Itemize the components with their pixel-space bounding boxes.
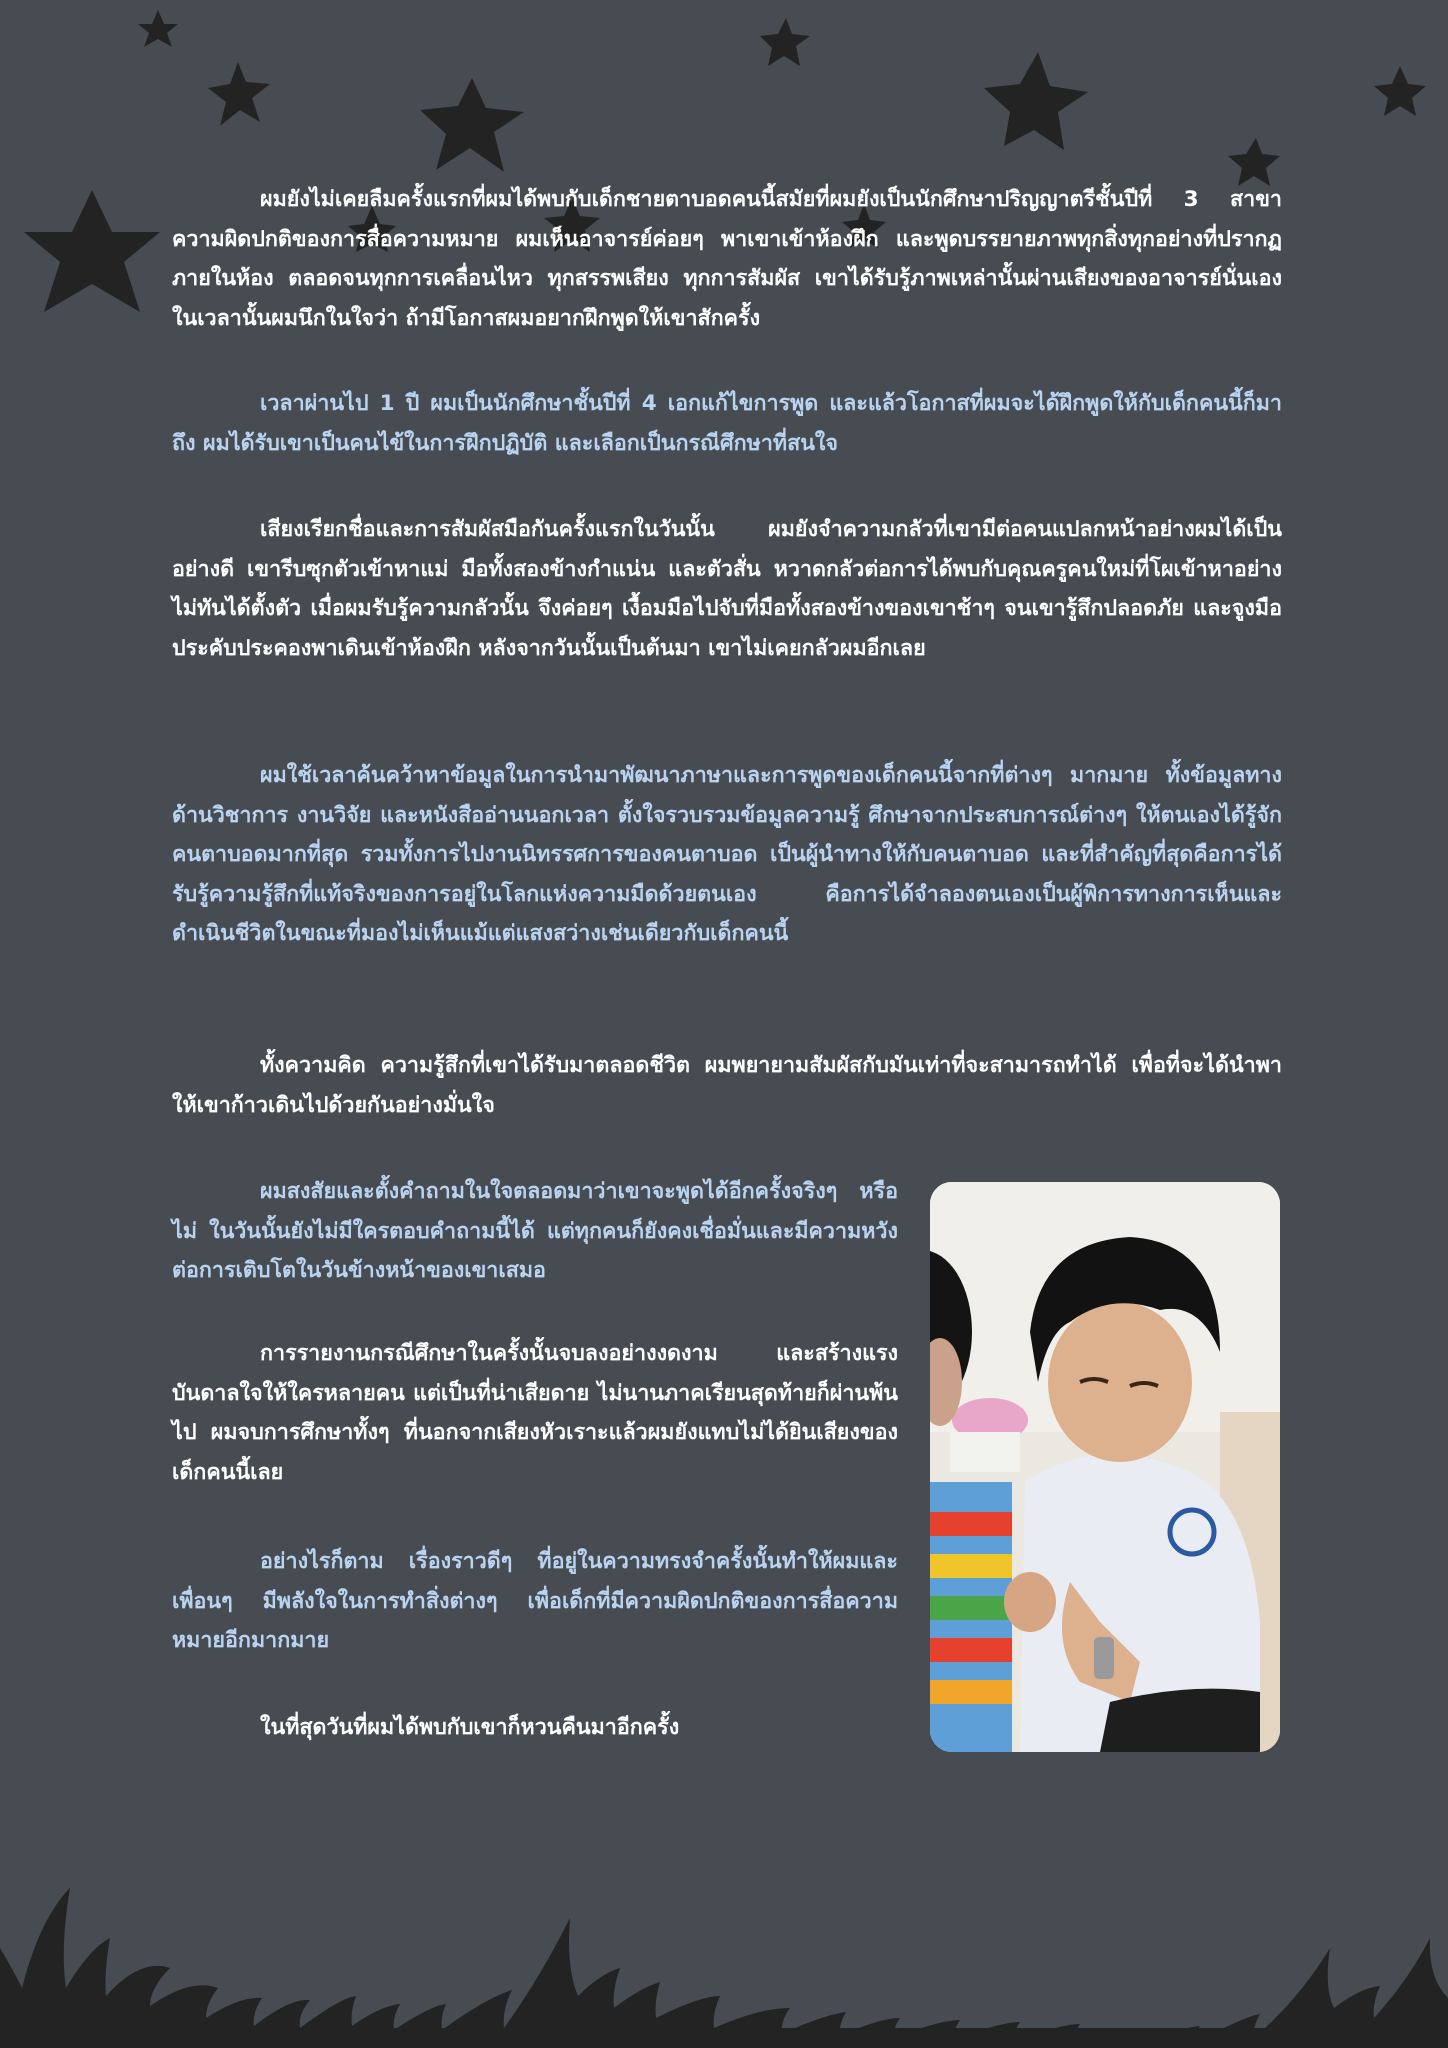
paragraph-2: เวลาผ่านไป 1 ปี ผมเป็นนักศึกษาชั้นปีที่ 4 เอกแก้ไขการพูด และแล้วโอกาสที่ผมจะได้ฝึกพูดให้กับเด็กคนนี้ก็มาถึง ผมได้รับเขาเป็นคนไข้ในการฝึกปฏิบัติ และเลือกเป็นกรณีศึกษาที่สนใจ xyxy=(172,391,1282,456)
star-icon xyxy=(138,10,178,47)
paragraph-8: อย่างไรก็ตาม เรื่องราวดีๆ ที่อยู่ในความทรงจำครั้งนั้นทำให้ผมและเพื่อนๆ มีพลังใจในการทำสิ่งต่างๆ เพื่อเด็กที่มีความผิดปกติของการสื่อความหมายอีกมากมาย xyxy=(172,1549,898,1653)
star-icon xyxy=(984,52,1088,150)
paragraph-3: เสียงเรียกชื่อและการสัมผัสมือกันครั้งแรกในวันนั้น ผมยังจำความกลัวที่เขามีต่อคนแปลกหน้าอย่างผมได้เป็นอย่างดี เขารีบซุกตัวเข้าหาแม่ มือทั้งสองข้างกำแน่น และตัวสั่น หวาดกลัวต่อการได้พบกับคุณครูคนใหม่ที่โผเข้าหาอย่างไม่ทันได้ตั้งตัว เมื่อผมรับรู้ความกลัวนั้น จึงค่อยๆ เงื้อมมือไปจับที่มือทั้งสองข้างของเขาช้าๆ จนเขารู้สึกปลอดภัย และจูงมือประคับประคองพาเดินเข้าห้องฝึก หลังจากวันนั้นเป็นต้นมา เขาไม่เคยกลัวผมอีกเลย xyxy=(172,517,1282,661)
star-icon xyxy=(208,62,270,126)
paragraph-1: ผมยังไม่เคยลืมครั้งแรกที่ผมได้พบกับเด็กชายตาบอดคนนี้สมัยที่ผมยังเป็นนักศึกษาปริญญาตรีชั้นปีที่ 3 สาขาความผิดปกติของการสื่อความหมาย ผมเห็นอาจารย์ค่อยๆ พาเขาเข้าห้องฝึก และพูดบรรยายภาพทุกสิ่งทุกอย่างที่ปรากฏภายในห้อง ตลอดจนทุกการเคลื่อนไหว ทุกสรรพเสียง ทุกการสัมผัส เขาได้รับรู้ภาพเหล่านั้นผ่านเสียงของอาจารย์นั่นเอง ในเวลานั้นผมนึกในใจว่า ถ้ามีโอกาสผมอยากฝึกพูดให้เขาสักครั้ง xyxy=(172,187,1282,331)
paragraph-9: ในที่สุดวันที่ผมได้พบกับเขาก็หวนคืนมาอีกครั้ง xyxy=(260,1715,680,1740)
star-icon xyxy=(24,190,160,312)
star-icon xyxy=(1228,138,1280,186)
grass-silhouette-icon xyxy=(0,1878,1448,2048)
star-icon xyxy=(1374,66,1426,116)
star-icon xyxy=(420,78,524,172)
paragraph-6: ผมสงสัยและตั้งคำถามในใจตลอดมาว่าเขาจะพูดได้อีกครั้งจริงๆ หรือไม่ ในวันนั้นยังไม่มีใครตอบคำถามนี้ได้ แต่ทุกคนก็ยังคงเชื่อมั่นและมีความหวังต่อการเติบโตในวันข้างหน้าของเขาเสมอ xyxy=(172,1179,898,1283)
photo-therapist-with-child xyxy=(930,1182,1280,1752)
star-icon xyxy=(760,18,810,66)
paragraph-7: การรายงานกรณีศึกษาในครั้งนั้นจบลงอย่างงดงาม และสร้างแรงบันดาลใจให้ใครหลายคน แต่เป็นที่น่าเสียดาย ไม่นานภาคเรียนสุดท้ายก็ผ่านพ้นไป ผมจบการศึกษาทั้งๆ ที่นอกจากเสียงหัวเราะแล้วผมยังแทบไม่ได้ยินเสียงของเด็กคนนี้เลย xyxy=(172,1341,898,1485)
paragraph-5: ทั้งความคิด ความรู้สึกที่เขาได้รับมาตลอดชีวิต ผมพยายามสัมผัสกับมันเท่าที่จะสามารถทำได้ เพื่อที่จะได้นำพาให้เขาก้าวเดินไปด้วยกันอย่างมั่นใจ xyxy=(172,1053,1282,1118)
paragraph-4: ผมใช้เวลาค้นคว้าหาข้อมูลในการนำมาพัฒนาภาษาและการพูดของเด็กคนนี้จากที่ต่างๆ มากมาย ทั้งข้อมูลทางด้านวิชาการ งานวิจัย และหนังสืออ่านนอกเวลา ตั้งใจรวบรวมข้อมูลความรู้ ศึกษาจากประสบการณ์ต่างๆ ให้ตนเองได้รู้จักคนตาบอดมากที่สุด รวมทั้งการไปงานนิทรรศการของคนตาบอด เป็นผู้นำทางให้กับคนตาบอด และที่สำคัญที่สุดคือการได้รับรู้ความรู้สึกที่แท้จริงของการอยู่ในโลกแห่งความมืดด้วยตนเอง คือการได้จำลองตนเองเป็นผู้พิการทางการเห็นและดำเนินชีวิตในขณะที่มองไม่เห็นแม้แต่แสงสว่างเช่นเดียวกับเด็กคนนี้ xyxy=(172,763,1282,946)
